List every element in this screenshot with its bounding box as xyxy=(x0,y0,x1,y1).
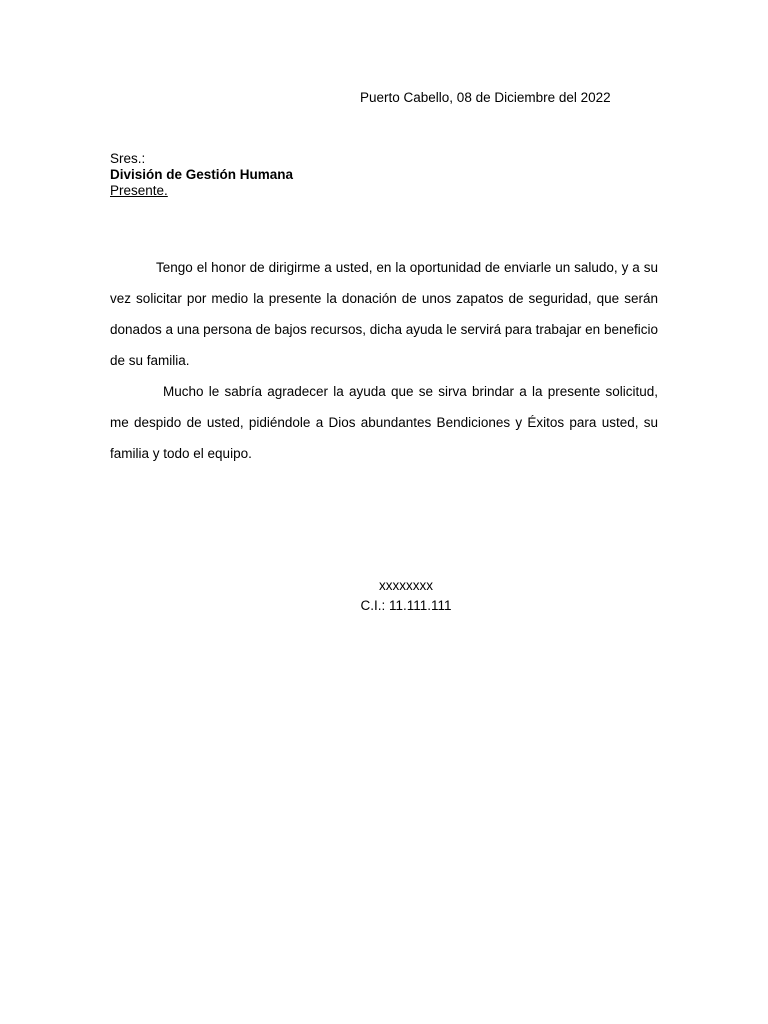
presente-label: Presente. xyxy=(110,183,168,198)
recipient-block xyxy=(110,151,293,199)
salutation: Sres.: xyxy=(110,151,146,166)
signature-id: C.I.: 11.111.111 xyxy=(360,598,452,613)
place-date: Puerto Cabello, 08 de Diciembre del 2022 xyxy=(360,90,611,105)
signature-name: xxxxxxxx xyxy=(379,578,433,593)
body-paragraph-2: Mucho le sabría agradecer la ayuda que se sirva brindar a la presente solicitud, me despido de usted, pidiéndole a Dios abundantes Bendiciones y Éxitos para usted, su familia y todo el equipo. xyxy=(110,384,658,461)
recipient-organization: División de Gestión Humana xyxy=(110,167,294,182)
signature-block xyxy=(300,576,512,616)
body-paragraph-1: Tengo el honor de dirigirme a usted, en la oportunidad de enviarle un saludo, y a su vez solicitar por medio la presente la donación de unos zapatos de seguridad, que serán donados a una persona de bajos recursos, dicha ayuda le servirá para trabajar en beneficio de su familia. xyxy=(110,260,658,368)
letter-body xyxy=(110,252,658,469)
